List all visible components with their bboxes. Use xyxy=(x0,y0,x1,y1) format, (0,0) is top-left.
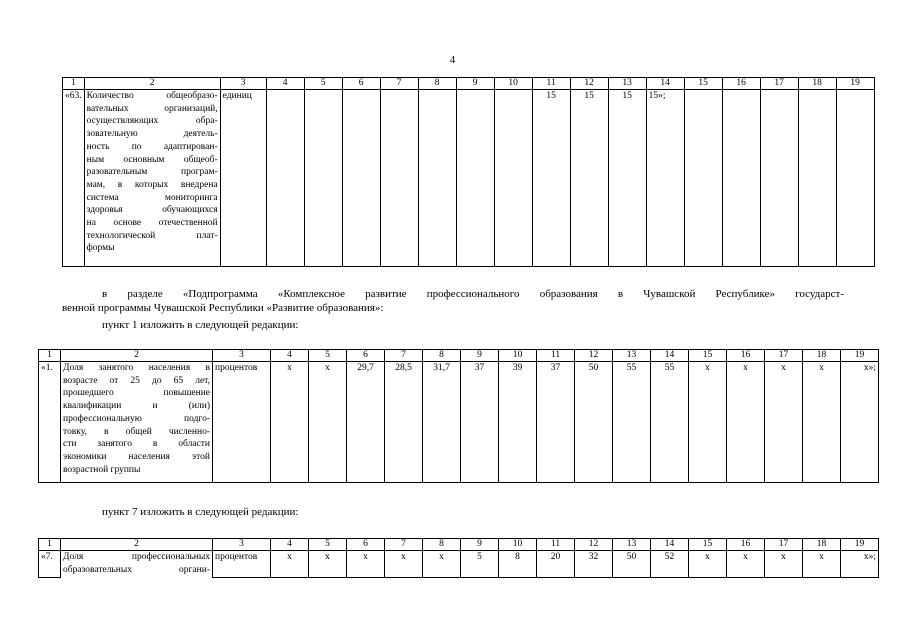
column-header-row xyxy=(39,350,879,362)
col-header: 11 xyxy=(532,78,570,90)
col-header: 10 xyxy=(494,78,532,90)
value-cell: 37 xyxy=(537,362,575,483)
value-cell: 52 xyxy=(651,551,689,578)
point-instruction: пункт 1 изложить в следующей редакции: xyxy=(102,319,299,331)
table-row xyxy=(39,362,879,483)
point-instruction: пункт 7 изложить в следующей редакции: xyxy=(102,506,299,518)
column-header-row xyxy=(39,539,879,551)
value-cell: 20 xyxy=(537,551,575,578)
value-cell: 8 xyxy=(499,551,537,578)
value-cell: 32 xyxy=(575,551,613,578)
value-cell: х xyxy=(689,362,727,483)
value-cell: х»; xyxy=(841,551,879,578)
col-header: 18 xyxy=(803,539,841,551)
value-cell: х xyxy=(309,362,347,483)
value-cell xyxy=(684,90,722,267)
col-header: 12 xyxy=(575,539,613,551)
value-cell: 15 xyxy=(608,90,646,267)
col-header: 19 xyxy=(836,78,874,90)
value-cell: х xyxy=(271,551,309,578)
col-header: 7 xyxy=(385,539,423,551)
indicator-description: Доля занятого населения в возрасте от 25 до 65 лет, прошедшего повышение квалификации и (или) профессиональную подго- товку, в общей численно- сти занятого в области экономики населения этой возрастной группы xyxy=(61,362,213,483)
value-cell: х»; xyxy=(841,362,879,483)
value-cell xyxy=(418,90,456,267)
col-header: 13 xyxy=(608,78,646,90)
col-header: 18 xyxy=(803,350,841,362)
col-header: 14 xyxy=(646,78,684,90)
value-cell xyxy=(456,90,494,267)
unit: единиц xyxy=(220,90,266,267)
value-cell xyxy=(342,90,380,267)
col-header: 4 xyxy=(271,350,309,362)
col-header: 11 xyxy=(537,350,575,362)
col-header: 1 xyxy=(39,539,61,551)
col-header: 12 xyxy=(570,78,608,90)
indicator-description: Количество общеобразо- вательных организаций, осуществляющих обра- зовательную деятель- ность по адаптирован- ным основным общеоб- разовательным програм- мам, в которых внедрена система мониторинга здоровья обучающихся на основе отечественной технологической плат- формы xyxy=(84,90,220,267)
column-header-row xyxy=(63,78,875,90)
indicators-table-2 xyxy=(38,349,879,483)
col-header: 4 xyxy=(266,78,304,90)
col-header: 3 xyxy=(213,539,271,551)
col-header: 5 xyxy=(309,539,347,551)
unit: процентов xyxy=(213,362,271,483)
value-cell: 50 xyxy=(613,551,651,578)
col-header: 15 xyxy=(684,78,722,90)
col-header: 6 xyxy=(342,78,380,90)
col-header: 16 xyxy=(727,350,765,362)
col-header: 4 xyxy=(271,539,309,551)
col-header: 18 xyxy=(798,78,836,90)
col-header: 5 xyxy=(309,350,347,362)
col-header: 14 xyxy=(651,539,689,551)
value-cell: 55 xyxy=(651,362,689,483)
col-header: 3 xyxy=(213,350,271,362)
value-cell: х xyxy=(727,551,765,578)
col-header: 16 xyxy=(727,539,765,551)
col-header: 9 xyxy=(461,539,499,551)
indicator-description: Доля профессиональных образовательных органи- xyxy=(61,551,213,578)
col-header: 13 xyxy=(613,539,651,551)
col-header: 6 xyxy=(347,539,385,551)
value-cell: 37 xyxy=(461,362,499,483)
value-cell xyxy=(722,90,760,267)
value-cell: 15 xyxy=(532,90,570,267)
col-header: 1 xyxy=(39,350,61,362)
col-header: 14 xyxy=(651,350,689,362)
row-number: «63. xyxy=(63,90,85,267)
value-cell: х xyxy=(765,551,803,578)
table-row xyxy=(63,90,875,267)
col-header: 17 xyxy=(765,539,803,551)
col-header: 1 xyxy=(63,78,85,90)
col-header: 6 xyxy=(347,350,385,362)
col-header: 12 xyxy=(575,350,613,362)
col-header: 17 xyxy=(765,350,803,362)
col-header: 8 xyxy=(423,539,461,551)
col-header: 15 xyxy=(689,539,727,551)
value-cell xyxy=(380,90,418,267)
value-cell: х xyxy=(689,551,727,578)
value-cell: 5 xyxy=(461,551,499,578)
value-cell xyxy=(760,90,798,267)
value-cell xyxy=(836,90,874,267)
value-cell: х xyxy=(803,362,841,483)
col-header: 8 xyxy=(423,350,461,362)
col-header: 19 xyxy=(841,539,879,551)
value-cell: 28,5 xyxy=(385,362,423,483)
col-header: 15 xyxy=(689,350,727,362)
col-header: 19 xyxy=(841,350,879,362)
value-cell: х xyxy=(727,362,765,483)
unit: процентов xyxy=(213,551,271,578)
value-cell: х xyxy=(803,551,841,578)
row-number: «1. xyxy=(39,362,61,483)
col-header: 5 xyxy=(304,78,342,90)
col-header: 16 xyxy=(722,78,760,90)
col-header: 2 xyxy=(61,539,213,551)
indicators-table-3 xyxy=(38,538,879,578)
indicators-table-1 xyxy=(62,77,875,267)
value-cell: х xyxy=(765,362,803,483)
col-header: 8 xyxy=(418,78,456,90)
col-header: 2 xyxy=(84,78,220,90)
value-cell: х xyxy=(385,551,423,578)
value-cell: 15 xyxy=(570,90,608,267)
section-instruction: в разделе «Подпрограмма «Комплексное развитие профессионального образования в Чувашской Республике» государст- венной программы Чувашской Республики «Развитие образования»: xyxy=(62,288,844,314)
col-header: 11 xyxy=(537,539,575,551)
value-cell: 15»; xyxy=(646,90,684,267)
col-header: 10 xyxy=(499,350,537,362)
col-header: 17 xyxy=(760,78,798,90)
page-number: 4 xyxy=(449,54,456,66)
row-number: «7. xyxy=(39,551,61,578)
col-header: 13 xyxy=(613,350,651,362)
value-cell xyxy=(266,90,304,267)
value-cell: 31,7 xyxy=(423,362,461,483)
value-cell xyxy=(494,90,532,267)
col-header: 10 xyxy=(499,539,537,551)
col-header: 7 xyxy=(385,350,423,362)
value-cell: 50 xyxy=(575,362,613,483)
value-cell: 29,7 xyxy=(347,362,385,483)
col-header: 2 xyxy=(61,350,213,362)
col-header: 7 xyxy=(380,78,418,90)
value-cell: 39 xyxy=(499,362,537,483)
value-cell: х xyxy=(271,362,309,483)
value-cell xyxy=(798,90,836,267)
col-header: 3 xyxy=(220,78,266,90)
value-cell xyxy=(304,90,342,267)
value-cell: х xyxy=(347,551,385,578)
value-cell: 55 xyxy=(613,362,651,483)
value-cell: х xyxy=(309,551,347,578)
col-header: 9 xyxy=(461,350,499,362)
col-header: 9 xyxy=(456,78,494,90)
value-cell: х xyxy=(423,551,461,578)
table-row xyxy=(39,551,879,578)
